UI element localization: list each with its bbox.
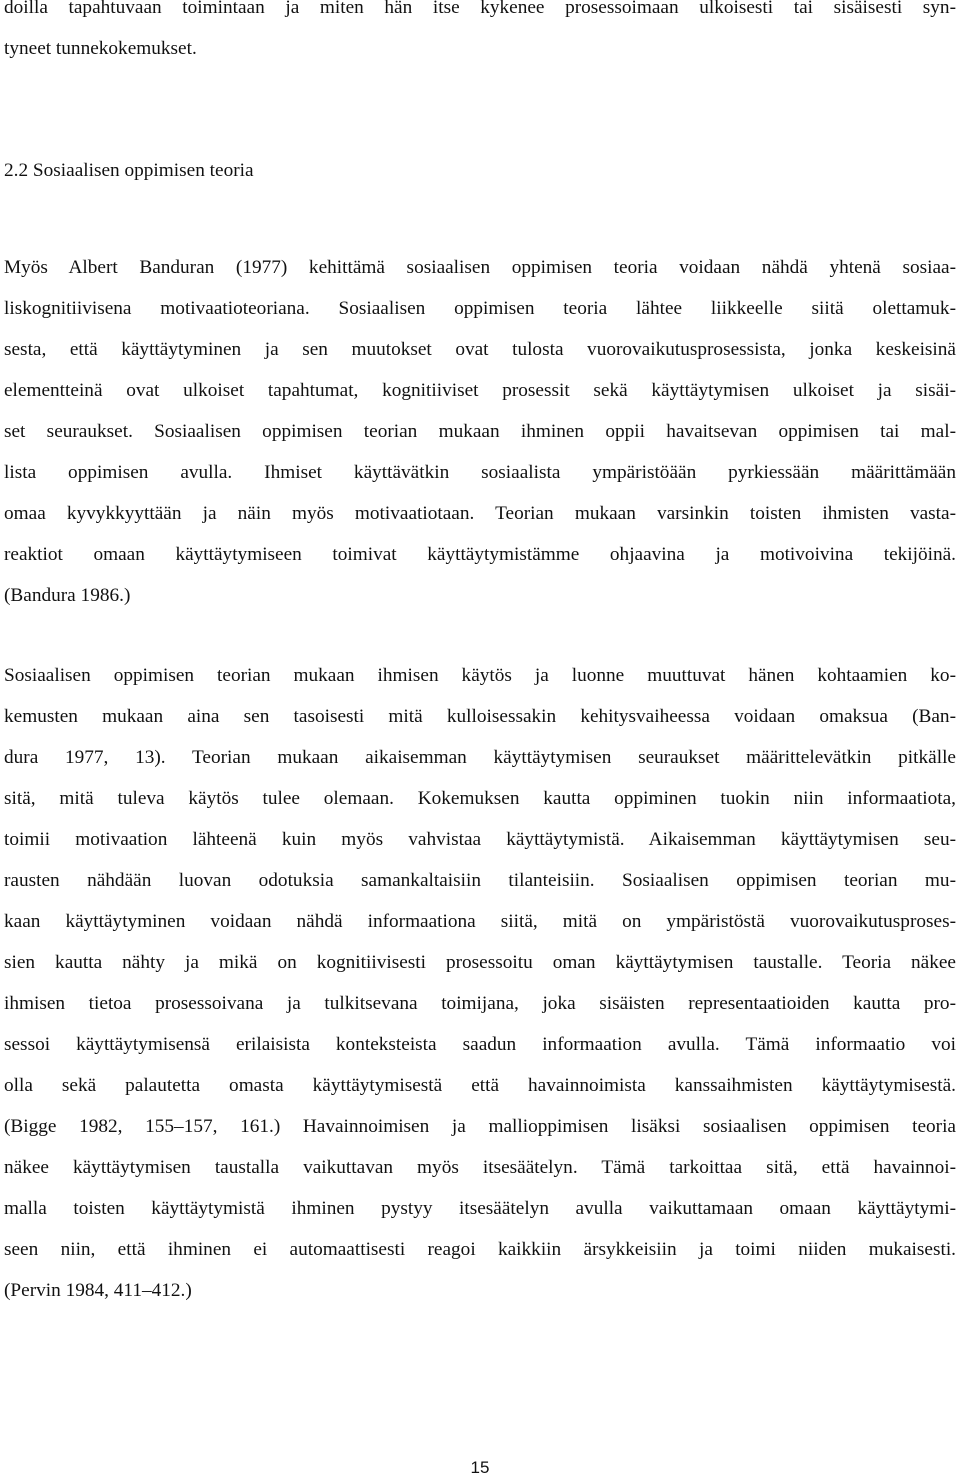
- text-line: liskognitiivisena motivaatioteoriana. Sosiaalisen oppimisen teoria lähtee liikkeelle siitä olettamuk-: [4, 298, 956, 319]
- text-line: Sosiaalisen oppimisen teorian mukaan ihmisen käytös ja luonne muuttuvat hänen kohtaamien ko-: [4, 665, 956, 686]
- text-line: sesta, että käyttäytyminen ja sen muutokset ovat tulosta vuorovaikutusprosessista, jonka keskeisinä: [4, 339, 956, 360]
- text-line: rausten nähdään luovan odotuksia samankaltaisiin tilanteisiin. Sosiaalisen oppimisen teorian mu-: [4, 870, 956, 891]
- text-line: set seuraukset. Sosiaalisen oppimisen teorian mukaan ihminen oppii havaitsevan oppimisen tai mal-: [4, 421, 956, 442]
- text-line: sessoi käyttäytymisensä erilaisista konteksteista saadun informaation avulla. Tämä informaatio voi: [4, 1034, 956, 1055]
- text-line: (Pervin 1984, 411–412.): [4, 1280, 192, 1301]
- text-line: Myös Albert Banduran (1977) kehittämä sosiaalisen oppimisen teoria voidaan nähdä yhtenä sosiaa-: [4, 257, 956, 278]
- text-line: doilla tapahtuvaan toimintaan ja miten hän itse kykenee prosessoimaan ulkoisesti tai sisäisesti syn-: [4, 0, 956, 18]
- text-line: kemusten mukaan aina sen tasoisesti mitä kulloisessakin kehitysvaiheessa voidaan omaksua (Ban-: [4, 706, 956, 727]
- text-line: (Bandura 1986.): [4, 585, 131, 606]
- text-line: reaktiot omaan käyttäytymiseen toimivat käyttäytymistämme ohjaavina ja motivoivina tekijöinä.: [4, 544, 956, 565]
- text-line: näkee käyttäytymisen taustalla vaikuttavan myös itsesäätelyn. Tämä tarkoittaa sitä, että havainnoi-: [4, 1157, 956, 1178]
- text-line: olla sekä palautetta omasta käyttäytymisestä että havainnoimista kanssaihmisten käyttäytymisestä.: [4, 1075, 956, 1096]
- text-line: ihmisen tietoa prosessoivana ja tulkitsevana toimijana, joka sisäisten representaatioiden kautta pro-: [4, 993, 956, 1014]
- text-line: malla toisten käyttäytymistä ihminen pystyy itsesäätelyn avulla vaikuttamaan omaan käyttäytymi-: [4, 1198, 956, 1219]
- text-line: sitä, mitä tuleva käytös tulee olemaan. Kokemuksen kautta oppiminen tuokin niin informaatiota,: [4, 788, 956, 809]
- text-line: lista oppimisen avulla. Ihmiset käyttävätkin sosiaalista ympäristöään pyrkiessään määrittämään: [4, 462, 956, 483]
- text-line: (Bigge 1982, 155–157, 161.) Havainnoimisen ja mallioppimisen lisäksi sosiaalisen oppimisen teoria: [4, 1116, 956, 1137]
- text-line: sien kautta nähty ja mikä on kognitiivisesti prosessoitu oman käyttäytymisen taustalle. Teoria näkee: [4, 952, 956, 973]
- text-line: seen niin, että ihminen ei automaattisesti reagoi kaikkiin ärsykkeisiin ja toimi niiden mukaisesti.: [4, 1239, 956, 1260]
- text-line: tyneet tunnekokemukset.: [4, 38, 197, 59]
- page-number: 15: [470, 1458, 490, 1477]
- text-line: toimii motivaation lähteenä kuin myös vahvistaa käyttäytymistä. Aikaisemman käyttäytymisen seu-: [4, 829, 956, 850]
- section-heading: 2.2 Sosiaalisen oppimisen teoria: [4, 160, 254, 181]
- text-line: kaan käyttäytyminen voidaan nähdä informaationa siitä, mitä on ympäristöstä vuorovaikutusproses-: [4, 911, 956, 932]
- text-line: dura 1977, 13). Teorian mukaan aikaisemman käyttäytymisen seuraukset määrittelevätkin pitkälle: [4, 747, 956, 768]
- text-line: elementteinä ovat ulkoiset tapahtumat, kognitiiviset prosessit sekä käyttäytymisen ulkoiset ja sisäi-: [4, 380, 956, 401]
- text-line: omaa kyvykkyyttään ja näin myös motivaatiotaan. Teorian mukaan varsinkin toisten ihmisten vasta-: [4, 503, 956, 524]
